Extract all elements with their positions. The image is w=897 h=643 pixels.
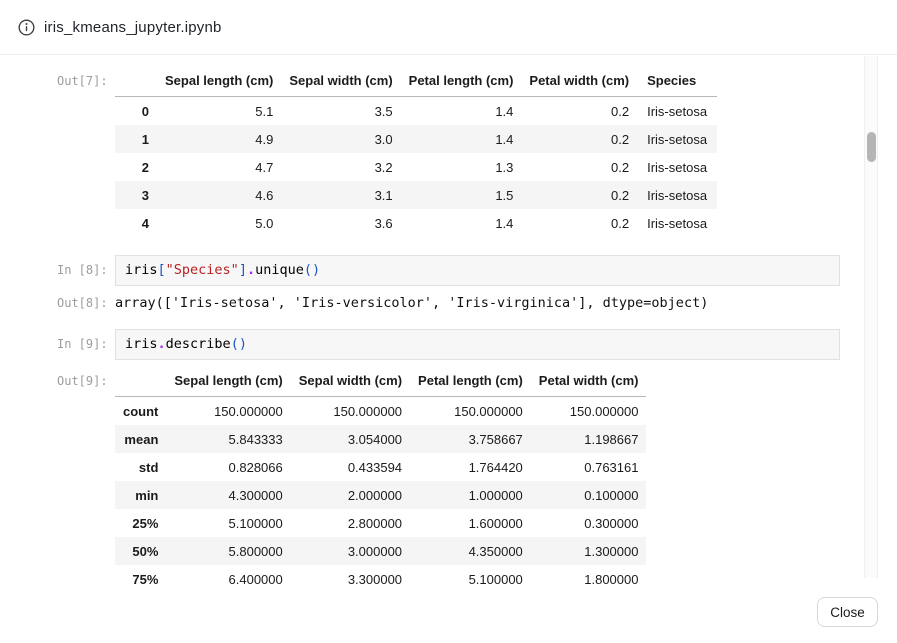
- table-cell: 0.100000: [584, 487, 639, 503]
- table-cell: 0.828066: [228, 459, 283, 475]
- row-index: 4: [141, 216, 149, 231]
- table-cell: 4.350000: [468, 543, 523, 559]
- table-cell: 3.758667: [468, 431, 523, 447]
- table-cell: 5.800000: [228, 543, 283, 559]
- table-cell: 1.4: [495, 104, 514, 119]
- cell-output-9: [57, 366, 860, 593]
- code-token-bracket: [: [157, 262, 166, 278]
- dataframe-describe-table: [115, 366, 646, 593]
- file-title: iris_kmeans_jupyter.ipynb: [44, 18, 222, 36]
- dataframe-head-table: [115, 66, 717, 237]
- code-token-plain: describe: [165, 335, 231, 352]
- row-index: 2: [141, 160, 149, 175]
- in8-label: In [8]:: [57, 263, 108, 277]
- table-cell: 150.000000: [333, 403, 403, 419]
- table-cell: 3.2: [374, 160, 393, 175]
- table-cell: 5.0: [255, 216, 274, 231]
- table-cell: 0.2: [611, 216, 630, 231]
- table-cell: Iris-setosa: [647, 188, 708, 203]
- table-cell: 1.5: [495, 188, 514, 203]
- table-cell: 5.100000: [228, 515, 283, 531]
- column-header: Sepal width (cm): [291, 366, 410, 397]
- column-header: [115, 66, 157, 97]
- row-index: std: [138, 459, 159, 475]
- column-header: Species: [637, 66, 717, 97]
- code-token-bracket: ]: [238, 262, 247, 278]
- row-index: count: [123, 403, 159, 419]
- table-cell: 0.300000: [584, 515, 639, 531]
- row-index: 50%: [132, 543, 159, 559]
- cell-output-8: [57, 293, 860, 311]
- table-row: [115, 509, 646, 537]
- table-row: [115, 425, 646, 453]
- cell-input-9: [57, 329, 860, 360]
- table-row: [115, 453, 646, 481]
- row-index: 0: [141, 104, 149, 119]
- out8-label: Out[8]:: [57, 295, 108, 310]
- table-cell: 3.300000: [347, 571, 403, 587]
- array-output-text: array(['Iris-setosa', 'Iris-versicolor', 'Iris-virginica'], dtype=object): [115, 294, 709, 311]
- table-cell: 1.3: [495, 160, 514, 175]
- code-token-plain: iris: [125, 262, 158, 278]
- table-cell: 150.000000: [214, 403, 283, 419]
- column-header: [115, 366, 166, 397]
- row-index: min: [135, 487, 159, 503]
- table-cell: 0.2: [611, 160, 630, 175]
- table-cell: 0.2: [611, 132, 630, 147]
- table-row: [115, 97, 717, 126]
- out7-label: Out[7]:: [57, 74, 108, 88]
- row-index: 1: [141, 132, 149, 147]
- table-row: [115, 153, 717, 181]
- code-token-bracket: (): [303, 262, 321, 278]
- table-cell: 1.4: [495, 132, 514, 147]
- table-header-row: [115, 66, 717, 97]
- table-cell: 1.000000: [468, 487, 523, 503]
- table-cell: 3.000000: [347, 543, 403, 559]
- table-cell: Iris-setosa: [647, 160, 708, 175]
- table-cell: 150.000000: [454, 403, 523, 419]
- table-header-row: [115, 366, 646, 397]
- table-cell: 1.800000: [584, 571, 639, 587]
- table-cell: 150.000000: [569, 403, 639, 419]
- close-button[interactable]: Close: [817, 597, 878, 627]
- table-cell: 0.433594: [347, 459, 403, 475]
- table-row: [115, 181, 717, 209]
- table-cell: 3.1: [374, 188, 393, 203]
- code-token-plain: unique: [255, 262, 304, 278]
- table-cell: 4.9: [255, 132, 274, 147]
- table-cell: 1.300000: [584, 543, 639, 559]
- out9-body: [115, 366, 646, 593]
- table-cell: 0.763161: [584, 459, 639, 475]
- column-header: Sepal length (cm): [166, 366, 290, 397]
- table-row: [115, 125, 717, 153]
- cell-output-7: [57, 66, 860, 237]
- scrollbar-track[interactable]: [864, 56, 878, 578]
- column-header: Petal width (cm): [521, 66, 637, 97]
- row-index: mean: [124, 431, 159, 447]
- code-cell-8: [115, 255, 840, 286]
- column-header: Petal length (cm): [410, 366, 531, 397]
- table-row: [115, 396, 646, 425]
- column-header: Petal width (cm): [531, 366, 647, 397]
- code-token-operator: .: [157, 335, 166, 352]
- column-header: Sepal width (cm): [281, 66, 400, 97]
- table-cell: 1.198667: [584, 431, 639, 447]
- table-cell: Iris-setosa: [647, 132, 708, 147]
- table-cell: 2.000000: [347, 487, 403, 503]
- table-cell: 3.5: [374, 104, 393, 119]
- info-icon: [18, 19, 35, 36]
- row-index: 75%: [132, 571, 159, 587]
- cell-input-8: [57, 255, 860, 286]
- code-token-operator: .: [246, 262, 256, 278]
- table-cell: Iris-setosa: [647, 216, 708, 231]
- table-cell: 3.6: [374, 216, 393, 231]
- table-row: [115, 565, 646, 593]
- code-cell-9: [115, 329, 840, 360]
- table-cell: 6.400000: [228, 571, 283, 587]
- row-index: 25%: [132, 515, 159, 531]
- table-cell: 3.0: [374, 132, 393, 147]
- code-token-bracket: (): [230, 335, 247, 352]
- table-cell: 0.2: [611, 104, 630, 119]
- column-header: Petal length (cm): [401, 66, 522, 97]
- table-cell: 0.2: [611, 188, 630, 203]
- table-cell: 4.300000: [228, 487, 283, 503]
- code-token-plain: iris: [125, 335, 158, 352]
- table-cell: 3.054000: [347, 431, 403, 447]
- table-cell: 4.7: [255, 160, 274, 175]
- in9-label: In [9]:: [57, 336, 108, 351]
- preview-header: [0, 0, 897, 55]
- table-cell: 5.1: [255, 104, 274, 119]
- table-row: [115, 209, 717, 237]
- row-index: 3: [141, 188, 149, 203]
- table-cell: 1.4: [495, 216, 514, 231]
- out7-body: [115, 66, 717, 237]
- table-cell: Iris-setosa: [647, 104, 708, 119]
- notebook-preview: [0, 56, 860, 587]
- out9-label: Out[9]:: [57, 373, 108, 388]
- table-cell: 5.100000: [468, 571, 523, 587]
- table-cell: 5.843333: [228, 431, 283, 447]
- table-cell: 1.764420: [468, 459, 523, 475]
- scrollbar-thumb[interactable]: [867, 132, 876, 162]
- table-row: [115, 481, 646, 509]
- table-cell: 1.600000: [468, 515, 523, 531]
- table-cell: 2.800000: [347, 515, 403, 531]
- table-row: [115, 537, 646, 565]
- table-cell: 4.6: [255, 188, 274, 203]
- column-header: Sepal length (cm): [157, 66, 281, 97]
- code-token-string: "Species": [165, 262, 239, 278]
